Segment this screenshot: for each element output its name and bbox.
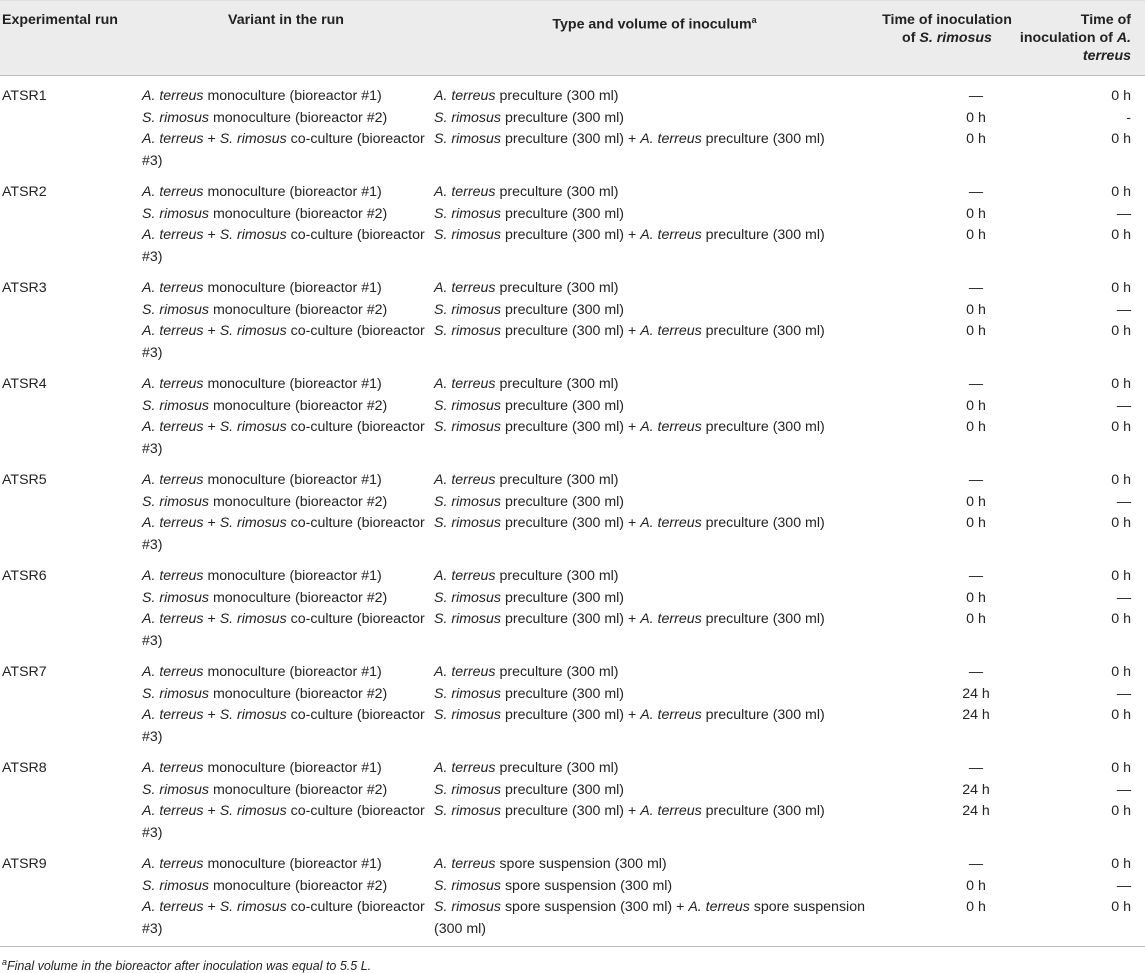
header-time-aterreus: Time of inoculation of A. terreus [1017,1,1145,76]
table-row [0,801,1145,844]
run-cell [0,300,140,322]
variant-cell: A. terreus monoculture (bioreactor #1) [142,88,382,104]
table-row [0,492,1145,514]
time-aterreus-cell: 0 h [1111,419,1131,435]
run-cell [0,588,140,610]
variant-cell: A. terreus monoculture (bioreactor #1) [142,568,382,584]
variant-cell: A. terreus + S. rimosus co-culture (bioreactor #3) [142,419,425,457]
table-row [0,321,1145,364]
inoculum-cell: S. rimosus preculture (300 ml) + A. terreus preculture (300 ml) [434,323,825,339]
time-srimosus-cell: 0 h [966,205,986,222]
inoculum-cell: A. terreus preculture (300 ml) [434,280,619,296]
run-cell: ATSR5 [2,472,47,488]
variant-cell: A. terreus + S. rimosus co-culture (bioreactor #3) [142,227,425,265]
run-cell [0,321,140,364]
inoculum-cell: S. rimosus preculture (300 ml) [434,205,625,222]
table-row [0,129,1145,172]
time-aterreus-cell: - [1126,109,1131,126]
table-row [0,460,1145,492]
table-footnote [0,946,1145,973]
time-aterreus-cell: 0 h [1111,131,1131,147]
variant-cell: A. terreus monoculture (bioreactor #1) [142,856,382,872]
inoculum-cell: A. terreus preculture (300 ml) [434,184,619,200]
time-srimosus-cell: — [968,280,984,296]
time-srimosus-cell: 0 h [966,227,986,243]
time-srimosus-cell: — [968,664,984,680]
inoculum-cell: S. rimosus preculture (300 ml) + A. terreus preculture (300 ml) [434,515,825,531]
table-row [0,204,1145,226]
footnote-marker: a [751,15,757,25]
inoculum-cell: S. rimosus preculture (300 ml) [434,685,625,702]
table-row [0,844,1145,876]
header-experimental-run: Experimental run [0,1,140,76]
variant-cell: S. rimosus monoculture (bioreactor #2) [142,493,388,510]
run-cell [0,108,140,130]
time-aterreus-cell: — [1116,781,1131,798]
table-row [0,225,1145,268]
variant-cell: A. terreus monoculture (bioreactor #1) [142,280,382,296]
variant-cell: A. terreus + S. rimosus co-culture (bioreactor #3) [142,515,425,553]
time-srimosus-cell: 0 h [966,899,986,915]
header-time-srimosus: Time of inoculation of S. rimosus [877,1,1017,76]
variant-cell: A. terreus monoculture (bioreactor #1) [142,184,382,200]
variant-cell: A. terreus monoculture (bioreactor #1) [142,376,382,392]
time-aterreus-cell: — [1116,493,1131,510]
time-aterreus-cell: 0 h [1111,899,1131,915]
inoculum-cell: S. rimosus preculture (300 ml) [434,109,625,126]
table-row [0,268,1145,300]
time-aterreus-cell: — [1116,685,1131,702]
run-cell: ATSR6 [2,568,47,584]
run-cell: ATSR7 [2,664,47,680]
inoculum-cell: S. rimosus preculture (300 ml) [434,589,625,606]
time-aterreus-cell: — [1116,589,1131,606]
variant-cell: S. rimosus monoculture (bioreactor #2) [142,301,388,318]
time-srimosus-cell: 24 h [962,803,990,819]
variant-cell: A. terreus + S. rimosus co-culture (bioreactor #3) [142,131,425,169]
table-row [0,300,1145,322]
time-srimosus-cell: 0 h [966,515,986,531]
inoculum-cell: S. rimosus preculture (300 ml) [434,301,625,318]
time-aterreus-cell: 0 h [1111,803,1131,819]
run-cell [0,684,140,706]
variant-cell: A. terreus + S. rimosus co-culture (bioreactor #3) [142,899,425,937]
inoculum-cell: A. terreus preculture (300 ml) [434,472,619,488]
table-row [0,705,1145,748]
time-srimosus-cell: 0 h [966,323,986,339]
time-aterreus-cell: 0 h [1111,184,1131,200]
table-row [0,652,1145,684]
variant-cell: A. terreus + S. rimosus co-culture (bioreactor #3) [142,611,425,649]
table-row [0,876,1145,898]
time-aterreus-cell: 0 h [1111,568,1131,584]
time-aterreus-cell: 0 h [1111,515,1131,531]
variant-cell: A. terreus monoculture (bioreactor #1) [142,760,382,776]
header-inoculum-label: Type and volume of inoculum [552,16,752,33]
run-cell: ATSR4 [2,376,47,392]
variant-cell: S. rimosus monoculture (bioreactor #2) [142,877,388,894]
run-cell [0,492,140,514]
time-aterreus-cell: — [1116,397,1131,414]
time-srimosus-cell: — [968,472,984,488]
run-cell [0,225,140,268]
run-cell: ATSR3 [2,280,47,296]
run-cell [0,897,140,940]
time-aterreus-cell: 0 h [1111,376,1131,392]
footnote-text: Final volume in the bioreactor after inoculation was equal to 5.5 L. [7,959,372,973]
variant-cell: A. terreus monoculture (bioreactor #1) [142,472,382,488]
run-cell [0,396,140,418]
variant-cell: A. terreus + S. rimosus co-culture (bioreactor #3) [142,323,425,361]
inoculum-cell: S. rimosus preculture (300 ml) + A. terreus preculture (300 ml) [434,227,825,243]
inoculum-cell: S. rimosus spore suspension (300 ml) [434,877,673,894]
run-cell [0,876,140,898]
time-srimosus-cell: — [968,184,984,200]
time-srimosus-cell: 0 h [966,589,986,606]
time-aterreus-cell: 0 h [1111,611,1131,627]
inoculum-cell: S. rimosus preculture (300 ml) + A. terreus preculture (300 ml) [434,803,825,819]
time-srimosus-cell: — [968,760,984,776]
time-srimosus-cell: — [968,376,984,392]
table-row [0,364,1145,396]
table-row [0,108,1145,130]
table-row [0,417,1145,460]
variant-cell: S. rimosus monoculture (bioreactor #2) [142,685,388,702]
run-cell: ATSR2 [2,184,47,200]
inoculum-cell: S. rimosus preculture (300 ml) [434,397,625,414]
header-inoculum [432,1,877,76]
inoculum-cell: A. terreus spore suspension (300 ml) [434,856,667,872]
table-row [0,609,1145,652]
time-aterreus-cell: — [1116,301,1131,318]
time-srimosus-cell: 0 h [966,611,986,627]
table-row [0,556,1145,588]
variant-cell: S. rimosus monoculture (bioreactor #2) [142,109,388,126]
run-cell [0,204,140,226]
table-row [0,76,1145,108]
inoculum-cell: S. rimosus preculture (300 ml) [434,781,625,798]
variant-cell: A. terreus + S. rimosus co-culture (bioreactor #3) [142,803,425,841]
run-cell [0,801,140,844]
inoculum-cell: S. rimosus preculture (300 ml) + A. terreus preculture (300 ml) [434,707,825,723]
variant-cell: A. terreus + S. rimosus co-culture (bioreactor #3) [142,707,425,745]
inoculum-cell: A. terreus preculture (300 ml) [434,568,619,584]
inoculum-cell: S. rimosus preculture (300 ml) + A. terreus preculture (300 ml) [434,131,825,147]
time-srimosus-cell: 24 h [962,707,990,723]
table-row [0,684,1145,706]
time-aterreus-cell: 0 h [1111,88,1131,104]
time-srimosus-cell: — [968,856,984,872]
inoculum-cell: S. rimosus spore suspension (300 ml) + A. terreus spore suspension (300 ml) [434,899,865,937]
inoculum-cell: A. terreus preculture (300 ml) [434,376,619,392]
time-srimosus-cell: 0 h [966,109,986,126]
inoculum-cell: A. terreus preculture (300 ml) [434,88,619,104]
variant-cell: S. rimosus monoculture (bioreactor #2) [142,781,388,798]
run-cell: ATSR9 [2,856,47,872]
inoculum-cell: S. rimosus preculture (300 ml) + A. terreus preculture (300 ml) [434,419,825,435]
time-srimosus-cell: 0 h [966,493,986,510]
table-header [0,1,1145,76]
table-row [0,780,1145,802]
run-cell [0,705,140,748]
variant-cell: S. rimosus monoculture (bioreactor #2) [142,589,388,606]
time-srimosus-cell: 0 h [966,877,986,894]
time-aterreus-cell: 0 h [1111,760,1131,776]
table-row [0,396,1145,418]
inoculum-cell: S. rimosus preculture (300 ml) + A. terreus preculture (300 ml) [434,611,825,627]
time-srimosus-cell: 24 h [962,781,990,798]
variant-cell: A. terreus monoculture (bioreactor #1) [142,664,382,680]
time-aterreus-cell: 0 h [1111,227,1131,243]
run-cell [0,513,140,556]
table-row [0,513,1145,556]
variant-cell: S. rimosus monoculture (bioreactor #2) [142,397,388,414]
table-row [0,588,1145,610]
table-row [0,748,1145,780]
time-aterreus-cell: 0 h [1111,323,1131,339]
time-srimosus-cell: 0 h [966,131,986,147]
time-aterreus-cell: 0 h [1111,856,1131,872]
inoculum-cell: A. terreus preculture (300 ml) [434,760,619,776]
time-srimosus-cell: — [968,568,984,584]
time-srimosus-cell: 0 h [966,419,986,435]
header-variant: Variant in the run [140,1,432,76]
time-aterreus-cell: — [1116,877,1131,894]
run-cell [0,609,140,652]
table-row [0,172,1145,204]
time-srimosus-cell: 24 h [962,685,990,702]
run-cell [0,780,140,802]
footnote-mark: a [2,957,8,967]
time-aterreus-cell: 0 h [1111,472,1131,488]
time-srimosus-cell: 0 h [966,397,986,414]
run-cell: ATSR1 [2,88,47,104]
run-cell: ATSR8 [2,760,47,776]
time-aterreus-cell: 0 h [1111,664,1131,680]
variant-cell: S. rimosus monoculture (bioreactor #2) [142,205,388,222]
inoculum-cell: S. rimosus preculture (300 ml) [434,493,625,510]
time-srimosus-cell: 0 h [966,301,986,318]
run-cell [0,129,140,172]
table-row [0,897,1145,940]
time-aterreus-cell: 0 h [1111,707,1131,723]
time-aterreus-cell: — [1116,205,1131,222]
time-srimosus-cell: — [968,88,984,104]
time-aterreus-cell: 0 h [1111,280,1131,296]
table-body [0,76,1145,941]
inoculum-cell: A. terreus preculture (300 ml) [434,664,619,680]
run-cell [0,417,140,460]
